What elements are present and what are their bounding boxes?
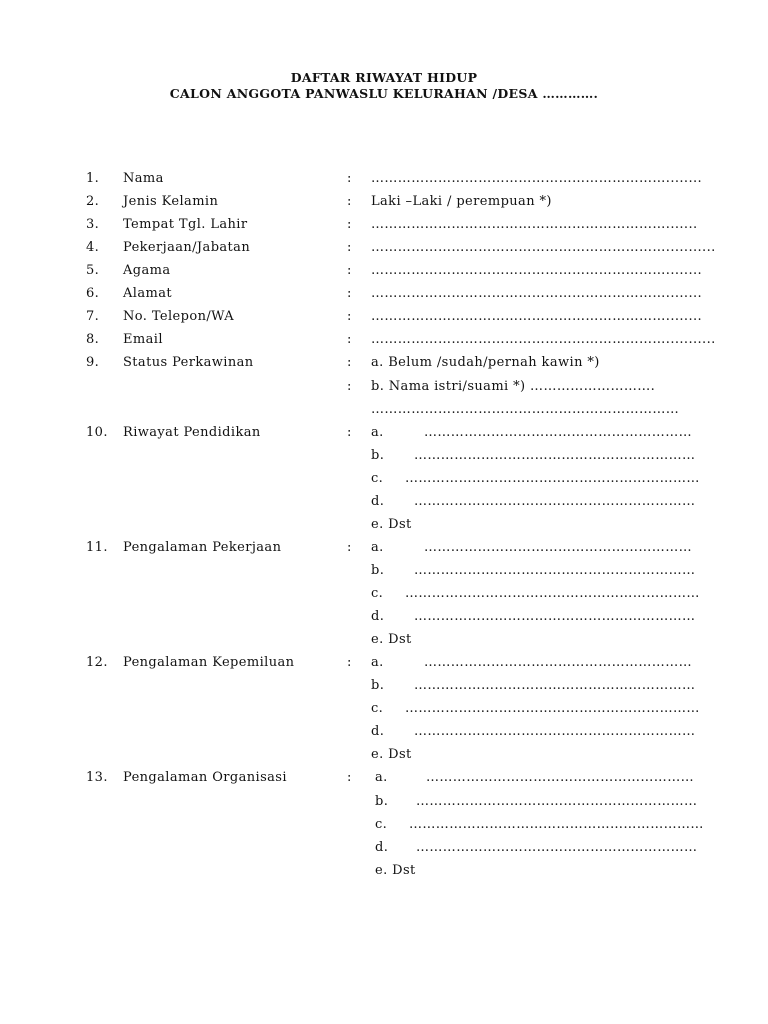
section-item-row: [0, 448, 768, 468]
field-label: Jenis Kelamin: [123, 194, 219, 209]
item-letter: c.: [371, 471, 384, 486]
item-dots: ………………………………………………………: [416, 794, 698, 809]
field-row-email: [0, 332, 768, 352]
field-value: …………………………………………………………...........: [371, 332, 716, 347]
section-row-pendidikan: [0, 425, 768, 445]
field-value: ………………………………………………………….......: [371, 217, 698, 232]
field-number: 9.: [86, 355, 100, 370]
section-colon: :: [347, 655, 352, 670]
document-title: DAFTAR RIWAYAT HIDUP: [290, 70, 478, 85]
field-label: No. Telepon/WA: [123, 309, 235, 324]
field-label: Tempat Tgl. Lahir: [123, 217, 248, 232]
field-value: …………………………………………………………........: [371, 263, 703, 278]
field-number: 6.: [86, 286, 100, 301]
field-value: …………………………………………………………...........: [371, 240, 716, 255]
item-letter: b.: [371, 448, 385, 463]
item-dots: ……………………………………………………: [424, 425, 692, 440]
section-item-row: [0, 609, 768, 629]
item-letter: c.: [375, 817, 388, 832]
item-dots: ………………………………………………………: [414, 494, 696, 509]
field-row-nama: [0, 171, 768, 191]
item-dots: ………………………………………………………: [414, 678, 696, 693]
field-colon: :: [347, 217, 352, 232]
section-number: 13.: [86, 770, 108, 785]
field-row-tempat-tgl-lahir: [0, 217, 768, 237]
field-colon: :: [347, 355, 352, 370]
section-item-row: [0, 563, 768, 583]
field-colon: :: [347, 309, 352, 324]
field-number: 3.: [86, 217, 100, 232]
section-label: Pengalaman Organisasi: [123, 770, 287, 785]
item-dots: …………………………………………………………: [405, 701, 700, 716]
field-label: Status Perkawinan: [123, 355, 254, 370]
field-value: a. Belum /sudah/pernah kawin *): [371, 355, 600, 370]
item-letter: a.: [371, 425, 384, 440]
section-label: Riwayat Pendidikan: [123, 425, 261, 440]
item-letter: d.: [371, 724, 385, 739]
item-letter: d.: [371, 494, 385, 509]
field-value: …………………………………………………………........: [371, 171, 703, 186]
item-dots: …………………………………………………………: [409, 817, 704, 832]
section-row-pekerjaan: [0, 540, 768, 560]
item-dots: …………………………………………………………: [405, 586, 700, 601]
document-subtitle: CALON ANGGOTA PANWASLU KELURAHAN /DESA ………….: [169, 86, 599, 101]
item-dots: ……………………………………………………: [426, 770, 694, 785]
field-value: …………………………………………………………........: [371, 309, 703, 324]
field-number: 8.: [86, 332, 100, 347]
section-item-row: [0, 840, 768, 860]
field-row-alamat: [0, 286, 768, 306]
section-colon: :: [347, 425, 352, 440]
field-label: Pekerjaan/Jabatan: [123, 240, 251, 255]
section-item-row: [0, 586, 768, 606]
item-dots: ………………………………………………………: [414, 563, 696, 578]
field-label: Nama: [123, 171, 164, 186]
section-number: 10.: [86, 425, 108, 440]
item-letter: a.: [375, 770, 388, 785]
field-row-status-perkawinan: [0, 355, 768, 375]
field-colon: :: [347, 286, 352, 301]
section-item-row: [0, 817, 768, 837]
section-label: Pengalaman Kepemiluan: [123, 655, 295, 670]
field-colon: :: [347, 171, 352, 186]
section-item-row: [0, 517, 768, 537]
item-etc: e. Dst: [371, 517, 412, 532]
section-item-row: [0, 632, 768, 652]
item-dots: …………………………………………………………: [405, 471, 700, 486]
section-colon: :: [347, 770, 352, 785]
item-letter: c.: [371, 701, 384, 716]
section-colon: :: [347, 540, 352, 555]
section-label: Pengalaman Pekerjaan: [123, 540, 282, 555]
section-number: 12.: [86, 655, 108, 670]
field-colon: :: [347, 379, 352, 394]
item-dots: ……………………………………………………: [424, 655, 692, 670]
item-dots: ……………………………………………………: [424, 540, 692, 555]
field-value: b. Nama istri/suami *) ……………………….: [371, 379, 656, 394]
field-label: Alamat: [123, 286, 172, 301]
item-letter: b.: [371, 563, 385, 578]
item-dots: ………………………………………………………: [414, 724, 696, 739]
item-letter: d.: [375, 840, 389, 855]
section-item-row: [0, 724, 768, 744]
item-letter: b.: [375, 794, 389, 809]
item-letter: b.: [371, 678, 385, 693]
field-row-telepon: [0, 309, 768, 329]
section-item-row: [0, 863, 768, 883]
field-number: 5.: [86, 263, 100, 278]
section-number: 11.: [86, 540, 108, 555]
section-row-organisasi: [0, 770, 768, 790]
section-row-kepemiluan: [0, 655, 768, 675]
field-label: Email: [123, 332, 163, 347]
item-letter: d.: [371, 609, 385, 624]
section-item-row: [0, 678, 768, 698]
item-dots: ………………………………………………………: [414, 448, 696, 463]
item-letter: a.: [371, 540, 384, 555]
item-etc: e. Dst: [375, 863, 416, 878]
item-letter: a.: [371, 655, 384, 670]
field-number: 7.: [86, 309, 100, 324]
field-colon: :: [347, 263, 352, 278]
section-item-row: [0, 471, 768, 491]
field-row-agama: [0, 263, 768, 283]
item-etc: e. Dst: [371, 632, 412, 647]
field-number: 4.: [86, 240, 100, 255]
field-value: ……………………………………………………………: [371, 402, 680, 417]
section-item-row: [0, 701, 768, 721]
field-row-jenis-kelamin: [0, 194, 768, 214]
field-number: 2.: [86, 194, 100, 209]
field-colon: :: [347, 240, 352, 255]
field-row-spouse-name: [0, 379, 768, 399]
field-number: 1.: [86, 171, 100, 186]
item-dots: ………………………………………………………: [416, 840, 698, 855]
field-row-spouse-dots: [0, 402, 768, 422]
field-colon: :: [347, 332, 352, 347]
section-item-row: [0, 794, 768, 814]
field-value: Laki –Laki / perempuan *): [371, 194, 552, 209]
field-label: Agama: [123, 263, 171, 278]
section-item-row: [0, 494, 768, 514]
item-dots: ………………………………………………………: [414, 609, 696, 624]
field-colon: :: [347, 194, 352, 209]
field-value: …………………………………………………………........: [371, 286, 703, 301]
item-etc: e. Dst: [371, 747, 412, 762]
item-letter: c.: [371, 586, 384, 601]
section-item-row: [0, 747, 768, 767]
field-row-pekerjaan: [0, 240, 768, 260]
